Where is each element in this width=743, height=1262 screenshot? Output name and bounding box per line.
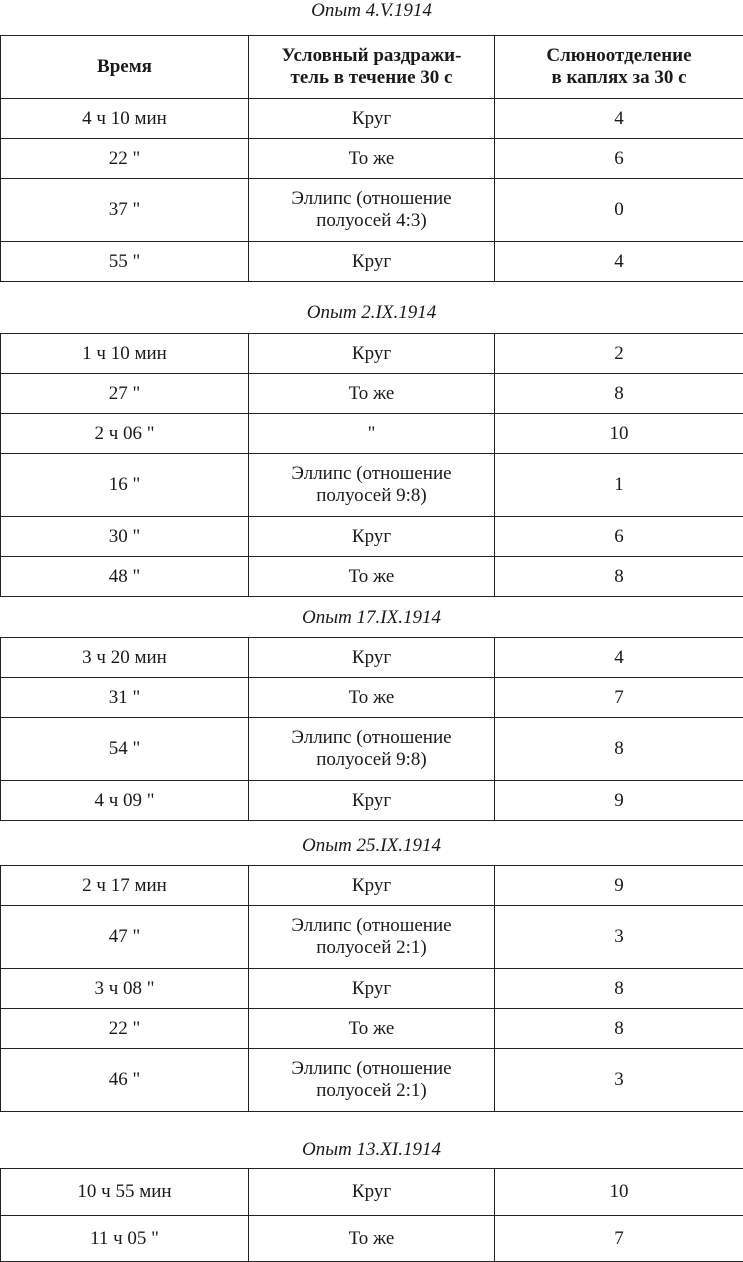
experiment-caption-2: Опыт 2.IX.1914 xyxy=(306,302,437,323)
drops-cell: 9 xyxy=(495,866,743,906)
table-row xyxy=(1,242,743,282)
stimulus-cell: Круг xyxy=(249,517,495,557)
experiment-table-1 xyxy=(0,35,743,282)
table-row xyxy=(1,1009,743,1049)
drops-cell: 8 xyxy=(495,374,743,414)
table-row xyxy=(1,678,743,718)
table-row xyxy=(1,99,743,139)
stimulus-cell: Круг xyxy=(249,334,495,374)
stimulus-cell: То же xyxy=(249,374,495,414)
drops-cell: 8 xyxy=(495,1009,743,1049)
drops-cell: 6 xyxy=(495,517,743,557)
stimulus-cell: Круг xyxy=(249,781,495,821)
stimulus-cell: Эллипс (отношение полуосей 4:3) xyxy=(249,179,495,242)
time-cell: 4 ч 09 " xyxy=(1,781,249,821)
time-cell: 2 ч 17 мин xyxy=(1,866,249,906)
table-row xyxy=(1,454,743,517)
table-row xyxy=(1,866,743,906)
header-stimulus: Условный раздражи- тель в течение 30 с xyxy=(249,36,495,99)
experiment-caption-3: Опыт 17.IX.1914 xyxy=(302,607,441,628)
time-cell: 37 " xyxy=(1,179,249,242)
stimulus-cell: Круг xyxy=(249,866,495,906)
time-cell: 48 " xyxy=(1,557,249,597)
table-header-row xyxy=(1,36,743,99)
stimulus-cell: Круг xyxy=(249,99,495,139)
experiment-caption-4: Опыт 25.IX.1914 xyxy=(302,835,441,856)
drops-cell: 6 xyxy=(495,139,743,179)
table-row xyxy=(1,638,743,678)
table-row xyxy=(1,1216,743,1262)
table-row xyxy=(1,969,743,1009)
time-cell: 11 ч 05 " xyxy=(1,1216,249,1262)
stimulus-cell: Эллипс (отношение полуосей 2:1) xyxy=(249,906,495,969)
experiment-caption-5: Опыт 13.XI.1914 xyxy=(302,1139,441,1160)
time-cell: 47 " xyxy=(1,906,249,969)
experiment-caption-1: Опыт 4.V.1914 xyxy=(311,0,432,21)
stimulus-cell: Эллипс (отношение полуосей 2:1) xyxy=(249,1049,495,1112)
stimulus-cell: То же xyxy=(249,1216,495,1262)
table-row xyxy=(1,1049,743,1112)
drops-cell: 10 xyxy=(495,1169,743,1216)
drops-cell: 4 xyxy=(495,242,743,282)
experiment-table-2 xyxy=(0,333,743,597)
stimulus-cell: Эллипс (отношение полуосей 9:8) xyxy=(249,718,495,781)
time-cell: 4 ч 10 мин xyxy=(1,99,249,139)
time-cell: 1 ч 10 мин xyxy=(1,334,249,374)
stimulus-cell: То же xyxy=(249,139,495,179)
table-row xyxy=(1,906,743,969)
drops-cell: 4 xyxy=(495,638,743,678)
drops-cell: 8 xyxy=(495,718,743,781)
drops-cell: 8 xyxy=(495,969,743,1009)
table-row xyxy=(1,1169,743,1216)
time-cell: 16 " xyxy=(1,454,249,517)
drops-cell: 7 xyxy=(495,1216,743,1262)
time-cell: 10 ч 55 мин xyxy=(1,1169,249,1216)
table-row xyxy=(1,718,743,781)
time-cell: 46 " xyxy=(1,1049,249,1112)
header-salivation: Слюноотделение в каплях за 30 с xyxy=(495,36,743,99)
experiment-table-4 xyxy=(0,865,743,1112)
drops-cell: 7 xyxy=(495,678,743,718)
time-cell: 31 " xyxy=(1,678,249,718)
stimulus-cell: " xyxy=(249,414,495,454)
time-cell: 2 ч 06 " xyxy=(1,414,249,454)
table-row xyxy=(1,139,743,179)
drops-cell: 0 xyxy=(495,179,743,242)
experiment-table-5 xyxy=(0,1168,743,1262)
stimulus-cell: То же xyxy=(249,678,495,718)
time-cell: 22 " xyxy=(1,139,249,179)
drops-cell: 1 xyxy=(495,454,743,517)
drops-cell: 2 xyxy=(495,334,743,374)
table-row xyxy=(1,557,743,597)
stimulus-cell: Круг xyxy=(249,969,495,1009)
stimulus-cell: Круг xyxy=(249,242,495,282)
table-row xyxy=(1,179,743,242)
table-row xyxy=(1,781,743,821)
stimulus-cell: Круг xyxy=(249,1169,495,1216)
table-row xyxy=(1,517,743,557)
drops-cell: 3 xyxy=(495,1049,743,1112)
drops-cell: 3 xyxy=(495,906,743,969)
drops-cell: 10 xyxy=(495,414,743,454)
experiment-table-3 xyxy=(0,637,743,821)
table-row xyxy=(1,374,743,414)
time-cell: 3 ч 20 мин xyxy=(1,638,249,678)
time-cell: 27 " xyxy=(1,374,249,414)
time-cell: 54 " xyxy=(1,718,249,781)
time-cell: 55 " xyxy=(1,242,249,282)
stimulus-cell: То же xyxy=(249,557,495,597)
time-cell: 22 " xyxy=(1,1009,249,1049)
stimulus-cell: Круг xyxy=(249,638,495,678)
stimulus-cell: Эллипс (отношение полуосей 9:8) xyxy=(249,454,495,517)
stimulus-cell: То же xyxy=(249,1009,495,1049)
header-time: Время xyxy=(1,36,249,99)
drops-cell: 9 xyxy=(495,781,743,821)
drops-cell: 4 xyxy=(495,99,743,139)
time-cell: 30 " xyxy=(1,517,249,557)
drops-cell: 8 xyxy=(495,557,743,597)
time-cell: 3 ч 08 " xyxy=(1,969,249,1009)
table-row xyxy=(1,414,743,454)
table-row xyxy=(1,334,743,374)
